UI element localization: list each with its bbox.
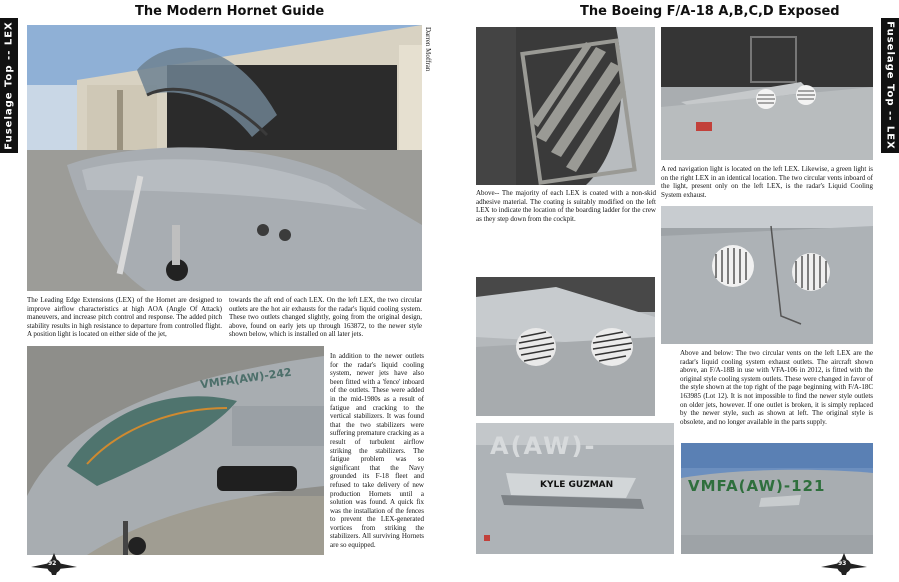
caption-fence: In addition to the newer outlets for the radar's liquid cooling system, newer jets have also been fitted with a 'fence' inboard of the outlets. These were added in the mid-1980s as a result of fatigue and cracking to the vertical stabilizers. It was found that the two stabilizers were suffering premature cracking as a result of turbulent airflow striking the stabilizers. The fatigue problem was so significant that the Navy grounded its F-18 fleet and refused to take delivery of new production Hornets until a solution was found. A quick fix was the installation of the fences to prevent the LEX-generated vortices from striking the stabilizers. All surviving Hornets are so equipped.	[330, 352, 424, 550]
page-title-right: The Boeing F/A-18 A,B,C,D Exposed	[580, 4, 840, 19]
page-number-right: 93	[838, 560, 847, 567]
photo-newer-outlets	[476, 277, 655, 416]
side-tab-right	[881, 18, 899, 153]
photo-nav-light-vents	[661, 27, 873, 160]
caption-cooling-outlets: Above and below: The two circular vents on the left LEX are the radar's liquid cooling system exhaust outlets. The aircraft shown above, an F/A-18B in use with VFA-106 in 2012, is fitted with the original style cooling system outlets. These were changed in favor of the style shown at the top right of the page beginning with F/A-18C 163985 (Lot 12). It is not impossible to find the newer style outlets on older jets, however. If one outlet is broken, it is simply replaced by the newer style, such as shown at left. The original style is obsolete, and no longer available in the parts supply.	[680, 349, 873, 426]
photo-original-outlets	[661, 206, 873, 344]
fence-pilot-name: KYLE GUZMAN	[540, 480, 614, 490]
page-number-left: 92	[48, 560, 57, 567]
fuselage-marking-right-1: A(AW)-	[490, 432, 597, 460]
caption-lex-intro: The Leading Edge Extensions (LEX) of the Hornet are designed to improve airflow characteristics at high AOA (Angle Of Attack) maneuvers, and increase pitch control and response. The added pitch stability results in high resistance to departure from controlled flight. A position light is located on either side of the jet,	[27, 296, 222, 339]
photo-credit: Darren Moffran	[424, 27, 432, 72]
page-title-left: The Modern Hornet Guide	[135, 4, 325, 19]
caption-lex-outlets: towards the aft end of each LEX. On the left LEX, the two circular outlets are the hot air exhausts for the radar's liquid cooling system. These two outlets changed slightly, going from the original design, above, found on early jets up through 163872, to the newer style shown below, which is installed on all later jets.	[229, 296, 422, 339]
caption-nav-light: A red navigation light is located on the left LEX. Likewise, a green light is on the right LEX in an identical location. The two circular vents inboard of the light, present only on the left LEX, is the radar's Liquid Cooling System exhaust.	[661, 165, 873, 199]
photo-vmfa-121	[681, 443, 873, 554]
side-tab-left-label: Fuselage Top -- LEX	[3, 21, 15, 150]
side-tab-left	[0, 18, 18, 153]
photo-hornet-hangar	[27, 25, 422, 291]
fuselage-marking-right-2: VMFA(AW)-121	[688, 477, 826, 495]
side-tab-right-label: Fuselage Top -- LEX	[884, 21, 896, 150]
caption-nonskid: Above-- The majority of each LEX is coated with a non-skid adhesive material. The coating is suitably modified on the left LEX to indicate the location of the boarding ladder for the crew as they step down from the cockpit.	[476, 189, 656, 223]
photo-nonskid-ladder	[476, 27, 655, 185]
photo2-marking: VMFA(AW)-242	[199, 365, 293, 392]
